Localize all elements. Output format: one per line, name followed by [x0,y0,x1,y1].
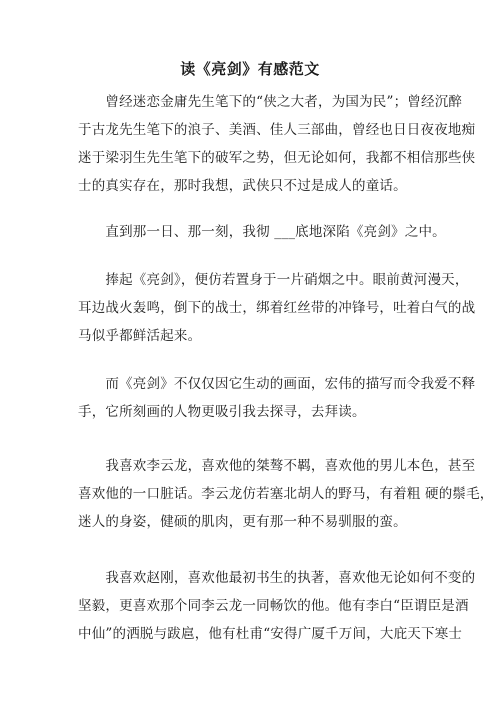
paragraph-5-line-2: 喜欢他的一口脏话。李云龙仿若塞北胡人的野马，有着粗 硬的鬃毛， [78,486,494,502]
paragraph-1-line-3: 迷于梁羽生先生笔下的破军之势，但无论如何，我都不相信那些侠 [78,150,476,166]
paragraph-4-line-1: 而《亮剑》不仅仅因它生动的画面，宏伟的描写而令我爱不释 [78,376,476,392]
paragraph-2-line-1: 直到那一日、那一刻，我彻 ___底地深陷《亮剑》之中。 [78,224,446,240]
paragraph-5-line-3: 迷人的身姿，健硕的肌肉，更有那一种不易驯服的蛮。 [78,514,407,530]
paragraph-1-line-4: 士的真实存在，那时我想，武侠只不过是成人的童话。 [78,178,407,194]
paragraph-5-line-1: 我喜欢李云龙，喜欢他的桀骜不羁，喜欢他的男儿本色，甚至 [78,458,476,474]
paragraph-3-line-1: 捧起《亮剑》，便仿若置身于一片硝烟之中。眼前黄河漫天， [78,272,469,288]
paragraph-3-line-2: 耳边战火轰鸣，倒下的战士，绑着红丝带的冲锋号，吐着白气的战 [78,300,476,316]
paragraph-1-line-2: 于古龙先生笔下的浪子、美酒、佳人三部曲，曾经也日日夜夜地痴 [78,122,476,138]
paragraph-3-line-3: 马似乎都鲜活起来。 [78,328,202,344]
paragraph-6-line-1: 我喜欢赵刚，喜欢他最初书生的执著，喜欢他无论如何不变的 [78,570,476,586]
document-title: 读《亮剑》有感范文 [180,60,320,78]
paragraph-6-line-2: 坚毅，更喜欢那个同李云龙一同畅饮的他。他有李白“臣谓臣是酒 [78,598,469,614]
paragraph-6-line-3: 中仙”的洒脱与跋扈，他有杜甫“安得广厦千万间，大庇天下寒士 [78,626,463,642]
paragraph-4-line-2: 手，它所刻画的人物更吸引我去探寻，去拜读。 [78,404,366,420]
paragraph-1-line-1: 曾经迷恋金庸先生笔下的“侠之大者，为国为民”；曾经沉醉 [78,94,463,110]
